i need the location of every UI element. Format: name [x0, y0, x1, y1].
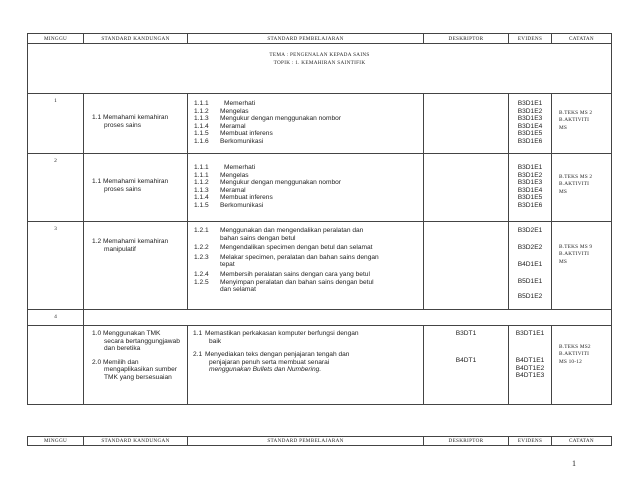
sp-item: 1.1.6 Berkomunikasi — [194, 137, 264, 145]
footer-deskriptor: DESKRIPTOR — [424, 437, 509, 446]
week-number: 3 — [28, 222, 84, 310]
evidens-item: B4D1E1 — [517, 261, 543, 268]
footer-standard-kandungan: STANDARD KANDUNGAN — [84, 437, 188, 446]
evidens-cell — [509, 154, 552, 222]
deskriptor-cell — [424, 94, 509, 154]
evidens-item: B3D1E3 — [517, 179, 543, 187]
catatan-line: B.AKTIVITI — [559, 181, 590, 188]
topik-title: TOPIK : 1. KEMAHIRAN SAINTIFIK — [273, 60, 366, 66]
header-evidens: EVIDENS — [509, 34, 552, 44]
footer-standard-pembelajaran: STANDARD PEMBELAJARAN — [188, 437, 424, 446]
sp-item: 1.1 Memastikan perkakasan komputer berfungsi dengan baik — [193, 330, 359, 345]
sp-item: 1.1.1 Mengelas — [194, 171, 249, 179]
catatan-line: B.AKTIVITI — [559, 251, 590, 258]
sp-item: 1.1.4 Meramal — [194, 122, 246, 130]
header-minggu: MINGGU — [28, 34, 84, 44]
sp-item: 1.2.1 Menggunakan dan mengendalikan peralatan dan bahan sains dengan betul — [194, 227, 364, 242]
footer-minggu: MINGGU — [28, 437, 84, 446]
footer-catatan: CATATAN — [552, 437, 612, 446]
week-row-4 — [28, 326, 612, 405]
sp-item: 1.1.3 Mengukur dengan menggunakan nombor — [194, 115, 341, 123]
week-number: 2 — [28, 154, 84, 222]
evidens-item: B3D1E6 — [517, 201, 543, 209]
catatan-line: B.TEKS MS 9 — [559, 244, 593, 250]
evidens-item: B3D1E5 — [517, 130, 543, 138]
catatan-line: MS — [559, 124, 568, 131]
evidens-item: B5D1E2 — [517, 293, 543, 300]
sp-item: 1.1.2 Mengelas — [194, 107, 249, 115]
catatan-line: MS — [559, 258, 568, 265]
week-number: 1 — [28, 94, 84, 154]
evidens-item: B3D1E6 — [517, 137, 543, 145]
sp-item: 1.1.1 Memerhati — [194, 100, 256, 107]
sp-item: 1.1.5 Berkomunikasi — [194, 201, 264, 209]
page-number: 1 — [572, 459, 576, 468]
evidens-item: B4DT1E3 — [515, 372, 545, 380]
standard-pembelajaran-cell — [188, 222, 424, 310]
evidens-item: B3D1E2 — [517, 171, 543, 179]
standard-kandungan-cell — [84, 222, 188, 310]
evidens-item: B3D1E2 — [517, 107, 543, 115]
footer-header-table — [27, 436, 612, 446]
sk-line: 2.0 Memilih dan — [92, 358, 139, 366]
evidens-item: B3D1E1 — [517, 100, 543, 107]
catatan-line: B.TEKS MS 2 — [559, 110, 593, 116]
lesson-plan-table — [27, 33, 612, 405]
sk-line: secara bertanggungjawab — [104, 337, 180, 345]
deskriptor-item: B4DT1 — [455, 357, 477, 364]
sp-item: 1.1.5 Membuat inferens — [194, 130, 273, 138]
standard-pembelajaran-cell — [188, 326, 424, 405]
week-4-spacer — [84, 310, 612, 326]
deskriptor-item: B3DT1 — [455, 330, 477, 337]
sk-line: manipulatif — [104, 245, 136, 253]
week-row-2 — [28, 154, 612, 222]
standard-kandungan-cell — [84, 94, 188, 154]
header-standard-pembelajaran: STANDARD PEMBELAJARAN — [188, 34, 424, 44]
standard-pembelajaran-cell — [188, 94, 424, 154]
evidens-cell — [509, 94, 552, 154]
tema-cell — [28, 44, 612, 94]
catatan-line: B.TEKS MS2 — [559, 344, 591, 350]
week-row-4-label — [28, 310, 612, 326]
tema-row — [28, 44, 612, 94]
standard-kandungan-cell — [84, 326, 188, 405]
header-row — [28, 34, 612, 44]
deskriptor-cell — [424, 222, 509, 310]
sk-line: 1.2 Memahami kemahiran — [92, 238, 169, 245]
week-number: 4 — [28, 310, 84, 326]
evidens-item: B4DT1E2 — [515, 364, 545, 372]
evidens-cell — [509, 222, 552, 310]
sp-item: 1.2.3 Melakar specimen, peralatan dan bahan sains dengan tepat — [194, 253, 379, 269]
header-catatan: CATATAN — [552, 34, 612, 44]
sk-line: 1.0 Menggunakan TMK — [92, 330, 161, 337]
evidens-item: B3D1E5 — [517, 194, 543, 202]
evidens-item: B5D1E1 — [517, 278, 543, 285]
sp-item: 1.1.4 Membuat inferens — [194, 194, 273, 202]
standard-kandungan-cell — [84, 154, 188, 222]
catatan-line: MS 10-12 — [559, 358, 582, 365]
header-deskriptor: DESKRIPTOR — [424, 34, 509, 44]
catatan-line: MS — [559, 188, 568, 195]
sp-item: 1.2.5 Menyimpan peralatan dan bahan sains dengan betul dan selamat — [194, 278, 374, 294]
evidens-item: B3D1E4 — [517, 186, 543, 194]
tema-title: TEMA : PENGENALAN KEPADA SAINS — [269, 52, 370, 58]
catatan-line: B.TEKS MS 2 — [559, 174, 593, 180]
catatan-cell — [552, 326, 612, 405]
catatan-cell — [552, 222, 612, 310]
sk-line: proses sains — [104, 185, 142, 193]
sk-line: 1.1 Memahami kemahiran — [92, 114, 169, 121]
sk-line: mengaplikasikan sumber — [104, 366, 177, 374]
catatan-line: B.AKTIVITI — [559, 117, 590, 124]
footer-evidens: EVIDENS — [509, 437, 552, 446]
evidens-item: B3D2E2 — [517, 244, 543, 251]
sp-item: 1.1.2 Mengukur dengan menggunakan nombor — [194, 179, 341, 187]
catatan-line: B.AKTIVITI — [559, 351, 590, 358]
week-row-3 — [28, 222, 612, 310]
catatan-cell — [552, 94, 612, 154]
sp-item: 1.1.1 Memerhati — [194, 164, 256, 171]
footer-row — [28, 437, 612, 446]
evidens-item: B3D1E3 — [517, 115, 543, 123]
standard-pembelajaran-cell — [188, 154, 424, 222]
evidens-item: B4DT1E1 — [515, 357, 545, 364]
sk-line: TMK yang bersesuaian — [104, 373, 172, 381]
header-standard-kandungan: STANDARD KANDUNGAN — [84, 34, 188, 44]
sp-item: 1.2.2 Mengendalikan specimen dengan betul dan selamat — [194, 244, 373, 252]
sp-item: 2.1 Menyediakan teks dengan penjajaran tengah dan penjajaran penuh serta membuat senarai menggunakan Bullets dan Numbering. — [193, 351, 350, 374]
evidens-item: B3D1E4 — [517, 122, 543, 130]
evidens-item: B3DT1E1 — [515, 330, 545, 337]
evidens-item: B3D2E1 — [517, 227, 543, 234]
deskriptor-cell — [424, 154, 509, 222]
sk-line: 1.1 Memahami kemahiran — [92, 178, 169, 185]
catatan-cell — [552, 154, 612, 222]
sp-item: 1.2.4 Membersih peralatan sains dengan cara yang betul — [194, 270, 370, 278]
sk-line: dan beretika — [104, 345, 141, 353]
week-cell-empty — [28, 326, 84, 405]
evidens-item: B3D1E1 — [517, 164, 543, 171]
week-row-1 — [28, 94, 612, 154]
sk-line: proses sains — [104, 121, 142, 129]
sp-item: 1.1.3 Meramal — [194, 186, 246, 194]
deskriptor-cell — [424, 326, 509, 405]
evidens-cell — [509, 326, 552, 405]
